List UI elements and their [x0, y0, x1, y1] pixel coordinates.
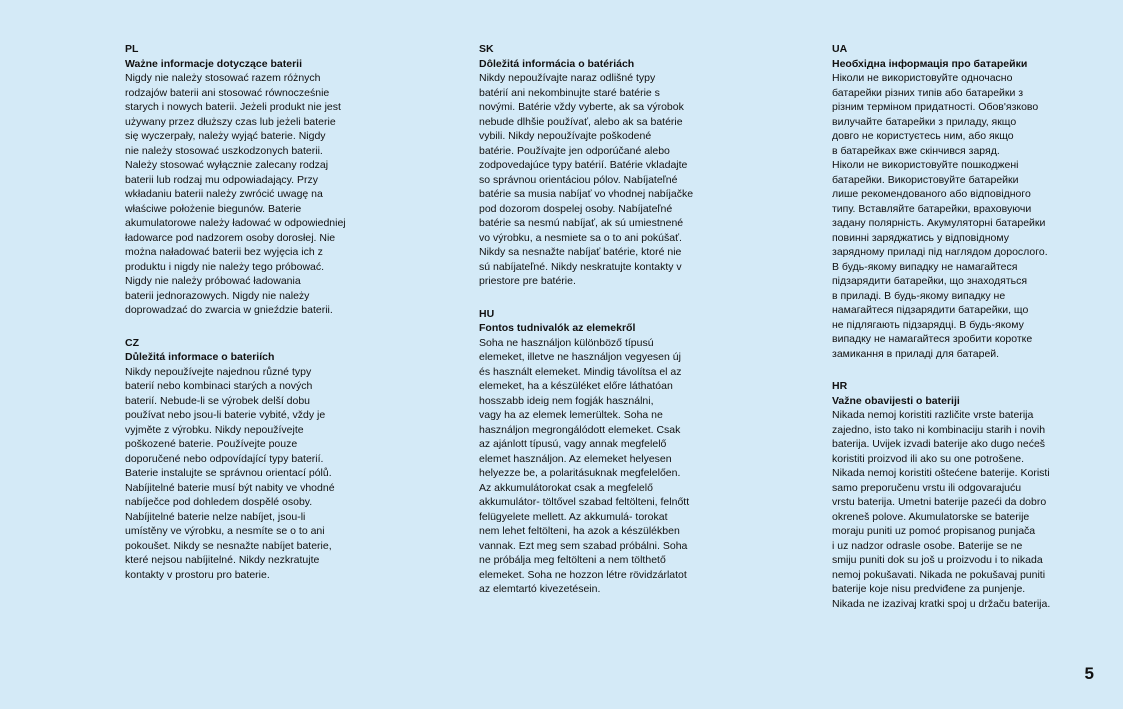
- language-code: CZ: [125, 336, 139, 349]
- language-code: HU: [479, 307, 495, 320]
- page-number: 5: [1084, 664, 1094, 683]
- section-ua: [832, 42, 1092, 361]
- column-middle: [479, 42, 739, 615]
- section-hu: [479, 307, 739, 597]
- section-body: Nikada nemoj koristiti različite vrste baterija zajedno, isto tako ni kombinaciju starih i novih baterija. Uvijek izvadi baterije ako dugo nećeš koristiti proizvod ili ako su one potrošene. Nikada nemoj koristiti oštećene baterije. Koristi samo preporučenu vrstu ili odgovarajuću vrstu baterija. Umetni baterije pazeći da dobro okreneš polove. Akumulatorske se baterije moraju puniti uz pomoć propisanog punjača i uz nadzor odrasle osobe. Baterije se ne smiju puniti dok su još u proizvodu i to nikada nemoj pokušavati. Nikada ne pokušavaj puniti baterije koje nisu predviđene za punjenje. Nikada ne izazivaj kratki spoj u držaču baterija.: [832, 409, 1051, 610]
- language-code: UA: [832, 43, 848, 55]
- section-body: Nigdy nie należy stosować razem różnych rodzajów baterii ani stosować równocześnie starych i nowych baterii. Jeżeli produkt nie jest używany przez dłuższy czas lub jeżeli baterie się wyczerpały, należy wyjąć baterie. Nigdy nie należy stosować uszkodzonych baterii. Należy stosować wyłącznie zalecany rodzaj baterii lub rodzaj mu odpowiadający. Przy wkładaniu baterii należy zwrócić uwagę na właściwe położenie biegunów. Baterie akumulatorowe należy ładować w odpowiedniej ładowarce pod nadzorem osoby dorosłej. Nie można naładować baterii bez wyjęcia ich z produktu i nigdy nie należy tego próbować. Nigdy nie należy próbować ładowania baterii jednorazowych. Nigdy nie należy doprowadzać do zwarcia w gnieździe baterii.: [125, 72, 346, 316]
- column-left: [125, 42, 385, 600]
- column-right: [832, 42, 1092, 629]
- section-heading: Važne obavijesti o bateriji: [832, 394, 960, 407]
- section-heading: Fontos tudnivalók az elemekről: [479, 322, 636, 334]
- section-heading: Dôležitá informácia o batériách: [479, 57, 635, 70]
- section-hr: [832, 379, 1092, 611]
- language-code: HR: [832, 380, 848, 392]
- section-body: Nikdy nepoužívajte naraz odlišné typy batérií ani nekombinujte staré batérie s novými. Batérie vždy vyberte, ak sa výrobok nebude dlhšie používať, alebo ak sa batérie vybili. Nikdy nepoužívajte poškodené batérie. Používajte jen odporúčané alebo zodpovedajúce typy batérií. Batérie vkladajte so správnou orientáciou pólov. Nabíjateľné batérie sa musia nabíjať vo vhodnej nabíjačke pod dozorom dospelej osoby. Nabíjateľné batérie sa nesmú nabíjať, ak sú umiestnené vo výrobku, a nesmiete sa o to ani pokúšať. Nikdy sa nesnažte nabíjať batérie, ktoré nie sú nabíjateľné. Nikdy neskratujte kontakty v priestore pre batérie.: [479, 72, 694, 287]
- section-pl: [125, 42, 385, 318]
- section-sk: [479, 42, 739, 289]
- language-code: SK: [479, 43, 494, 55]
- section-heading: Ważne informacje dotyczące baterii: [125, 57, 302, 70]
- section-body: Nikdy nepoužívejte najednou různé typy baterií nebo kombinaci starých a nových baterií. Nebude-li se výrobek delší dobu používat nebo jsou-li baterie vybité, vždy je vyjměte z výrobku. Nikdy nepoužívejte poškozené baterie. Používejte pouze doporučené nebo odpovídající typy baterií. Baterie instalujte se správnou orientací pólů. Nabíjitelné baterie musí být nabity ve vhodné nabíječce pod dohledem dospělé osoby. Nabíjitelné baterie nelze nabíjet, jsou-li umístěny ve výrobku, a nesmíte se o to ani pokoušet. Nikdy se nesnažte nabíjet baterie, které nejsou nabíjitelné. Nikdy nezkratujte kontakty v prostoru pro baterie.: [125, 365, 335, 581]
- section-heading: Необхідна інформація про батарейки: [832, 57, 1028, 70]
- section-body: Ніколи не використовуйте одночасно батарейки різних типів або батарейки з різним терміном придатності. Обов'язково вилучайте батарейки з приладу, якщо довго не користуєтесь ним, або якщо в батарейках вже скінчився заряд. Ніколи не використовуйте пошкоджені батарейки. Використовуйте батарейки лише рекомендованого або відповідного типу. Вставляйте батарейки, враховуючи задану полярність. Акумуляторні батарейки повинні заряджатись у відповідному зарядному приладі під наглядом дорослого. В будь-якому випадку не намагайтеся підзарядити батарейки, що знаходяться в приладі. В будь-якому випадку не намагайтеся підзарядити батарейки, що не підлягають підзарядці. В будь-якому випадку не намагайтеся зробити коротке замикання в приладі для батарей.: [832, 72, 1048, 360]
- language-code: PL: [125, 43, 139, 55]
- section-cz: [125, 336, 385, 583]
- section-heading: Důležitá informace o bateriích: [125, 351, 275, 363]
- section-body: Soha ne használjon különböző típusú elemeket, illetve ne használjon vegyesen új és használt elemeket. Mindig távolítsa el az elemeket, ha a készüléket előre láthatóan hosszabb ideig nem fogják használni, vagy ha az elemek lemerültek. Soha ne használjon megrongálódott elemeket. Csak az ajánlott típusú, vagy annak megfelelő elemet használjon. Az elemeket helyesen helyezze be, a polaritásuknak megfelelően. Az akkumulátorokat csak a megfelelő akkumulátor- töltővel szabad feltölteni, felnőtt felügyelete mellett. Az akkumulá- torokat nem lehet feltölteni, ha azok a készülékben vannak. Ezt meg sem szabad próbálni. Soha ne próbálja meg feltölteni a nem tölthető elemeket. Soha ne hozzon létre rövidzárlatot az elemtartó kivezetésein.: [479, 336, 690, 595]
